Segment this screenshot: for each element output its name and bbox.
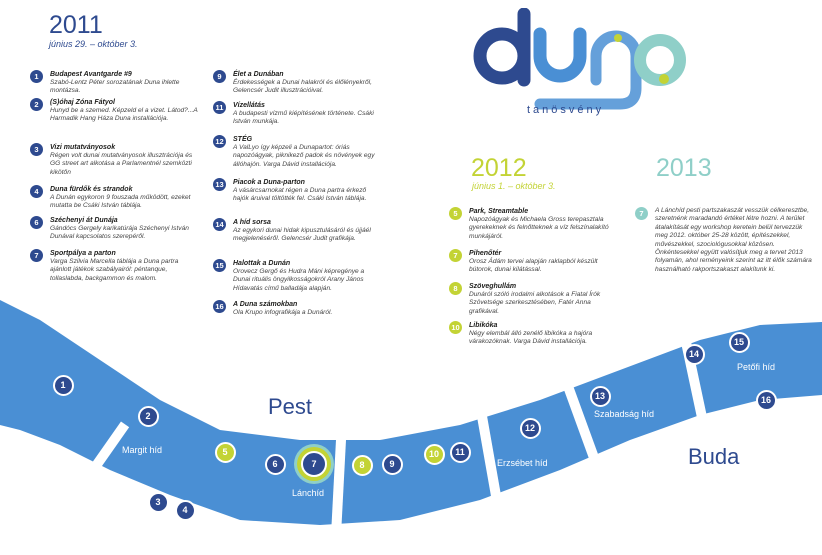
map-marker-3: 3 bbox=[148, 492, 169, 513]
item-title: Vizi mutatványosok bbox=[50, 144, 116, 151]
date-2012: június 1. – október 3. bbox=[472, 181, 556, 191]
item-number-badge: 7 bbox=[449, 249, 462, 262]
map-marker-10: 10 bbox=[424, 444, 445, 465]
item-number-badge: 8 bbox=[449, 282, 462, 295]
item-description: Az egykori dunai hidak kipusztulásáról és újjáél megjelenéséről. Gelencsér Judit grafikája. bbox=[233, 227, 371, 243]
map-marker-12: 12 bbox=[520, 418, 541, 439]
item-title: Élet a Dunában bbox=[233, 71, 284, 78]
item-description: Orosz Ádám tervei alapján raklapból készült bútorok, dunai kilátással. bbox=[469, 258, 598, 274]
item-description: Érdekességek a Dunai halakról és élőlényekről, Gelencsér Judit illusztrációival. bbox=[233, 79, 372, 95]
item-number-badge: 5 bbox=[449, 207, 462, 220]
item-description: A ValLyo így képzeli a Dunapartot: óriás napozóágyak, piknikező padok és növények egy állóhajón. Varga Dávid installációja. bbox=[233, 144, 375, 168]
item-title: Vízellátás bbox=[233, 102, 265, 109]
item-description: Napozóágyak és Michaela Gross terepasztala gyerekeknek és felnőtteknek a víz felszínalakító munkájáról. bbox=[469, 216, 609, 240]
map-marker-8: 8 bbox=[352, 455, 373, 476]
map-marker-9: 9 bbox=[382, 454, 403, 475]
map-marker-13: 13 bbox=[590, 386, 611, 407]
year-2012-heading: 2012 bbox=[471, 154, 527, 182]
item-title: A híd sorsa bbox=[233, 219, 271, 226]
year-2011-heading: 2011 bbox=[49, 11, 103, 39]
item-description: Dunáról szóló irodalmi alkotások a Fiatal Írók Szövetsége szerkesztésében, Fatér Anna grafikával. bbox=[469, 291, 601, 315]
item-description: A Lánchíd pesti partszakaszát vesszük célkeresztbe, szeretnénk maradandó értéket létre hozni. A terület átalakítását egy workshop keretein belül tervezzük meg 2012. október 25-28 között, építészekkel, művészekkel, szociológusokkal közösen. Önkéntesekkel együtt valósítjuk meg a tervet 2013 folyamán, ahol reményeink szerint az itt élők számára használható rakportszakaszt alakítunk ki. bbox=[655, 207, 812, 273]
item-description: Ola Krupo infografikája a Dunáról. bbox=[233, 309, 333, 316]
item-number-badge: 14 bbox=[213, 218, 226, 231]
item-number-badge: 16 bbox=[213, 300, 226, 313]
map-marker-15: 15 bbox=[729, 332, 750, 353]
item-number-badge: 9 bbox=[213, 70, 226, 83]
danube-map bbox=[0, 270, 822, 555]
item-number-badge: 10 bbox=[449, 321, 462, 334]
item-description: A budapesti vízmű kiépítésének története. Csáki István munkája. bbox=[233, 110, 374, 126]
item-title: Pihenőtér bbox=[469, 250, 502, 257]
pest-label: Pest bbox=[268, 394, 313, 419]
item-title: Széchenyi át Dunája bbox=[50, 217, 118, 224]
item-number-badge: 7 bbox=[635, 207, 648, 220]
item-title: Szöveghullám bbox=[469, 283, 517, 290]
item-title: Libikóka bbox=[469, 322, 498, 329]
item-title: Piacok a Duna-parton bbox=[233, 179, 305, 186]
map-marker-14: 14 bbox=[684, 344, 705, 365]
item-title: Park, Streamtable bbox=[469, 208, 529, 215]
item-title: Budapest Avantgarde #9 bbox=[50, 71, 132, 78]
item-number-badge: 2 bbox=[30, 98, 43, 111]
item-title: Sportpálya a parton bbox=[50, 250, 116, 257]
item-description: A vásárcsarnokat régen a Duna partra érkező hajók áruival töltötték fel. Csáki István táblája. bbox=[233, 187, 367, 203]
item-description: Hunyd be a szemed. Képzeld el a vizet. Látod?...A Harmadik Hang Háza Duna installációja. bbox=[50, 107, 198, 123]
bridge-label-szabadsag: Szabadság híd bbox=[594, 409, 655, 419]
logo-subtitle: tanösvény bbox=[527, 104, 605, 116]
item-title: (S)óhaj Zóna Fátyol bbox=[50, 99, 115, 106]
item-title: Halottak a Dunán bbox=[233, 260, 291, 267]
item-number-badge: 12 bbox=[213, 135, 226, 148]
map-marker-5: 5 bbox=[215, 442, 236, 463]
item-number-badge: 4 bbox=[30, 185, 43, 198]
item-number-badge: 3 bbox=[30, 143, 43, 156]
map-marker-6: 6 bbox=[265, 454, 286, 475]
item-number-badge: 15 bbox=[213, 259, 226, 272]
map-marker-11: 11 bbox=[450, 442, 471, 463]
map-marker-7: 7 bbox=[301, 451, 327, 477]
bridge-label-petofi: Petőfi híd bbox=[737, 362, 776, 372]
item-number-badge: 7 bbox=[30, 249, 43, 262]
map-marker-4: 4 bbox=[175, 500, 196, 521]
buda-label: Buda bbox=[688, 444, 740, 469]
item-description: Régen volt dunai mutatványosok illusztrációja és GG street art alkotása a Parlamentnél szemközti kikötőn bbox=[50, 152, 193, 176]
year-2013-heading: 2013 bbox=[656, 154, 712, 182]
item-description: Varga Szilvia Marcella táblája a Duna partra ajánlott játékok szabályairól: péntanque, tollaslabda, backgammon és malom. bbox=[50, 258, 179, 282]
bridge-label-lanchid: Lánchíd bbox=[292, 488, 325, 498]
bridge-label-margit: Margit híd bbox=[122, 445, 163, 455]
item-description: Szabó-Lentz Péter sorozatának Duna ihlette montázsa. bbox=[50, 79, 180, 95]
item-number-badge: 13 bbox=[213, 178, 226, 191]
item-description: Négy elembál álló zenélő libikóka a hajóra várakozóknak. Varga Dávid installációja. bbox=[469, 330, 593, 346]
map-marker-16: 16 bbox=[756, 390, 777, 411]
item-number-badge: 1 bbox=[30, 70, 43, 83]
item-title: Duna fürdők és strandok bbox=[50, 186, 133, 193]
item-title: STÉG bbox=[233, 136, 253, 143]
item-description: Orovecz Gergő és Hudra Máni képregénye a Dunai rituális öngyilkosságokról Arany János Hídavatás című balladája alapján. bbox=[233, 268, 365, 292]
map-marker-2: 2 bbox=[138, 406, 159, 427]
item-number-badge: 11 bbox=[213, 101, 226, 114]
item-number-badge: 6 bbox=[30, 216, 43, 229]
date-2011: június 29. – október 3. bbox=[49, 39, 138, 49]
bridge-label-erzsebet: Erzsébet híd bbox=[497, 458, 548, 468]
item-title: A Duna számokban bbox=[233, 301, 298, 308]
item-description: A Dunán egykoron 9 fouszada működött, ezeket mutatta be Csáki István táblája. bbox=[50, 194, 191, 210]
item-description: Gándócs Gergely karikatúrája Széchenyi István Dunával kapcsolatos szerepéről. bbox=[50, 225, 189, 241]
map-marker-1: 1 bbox=[53, 375, 74, 396]
